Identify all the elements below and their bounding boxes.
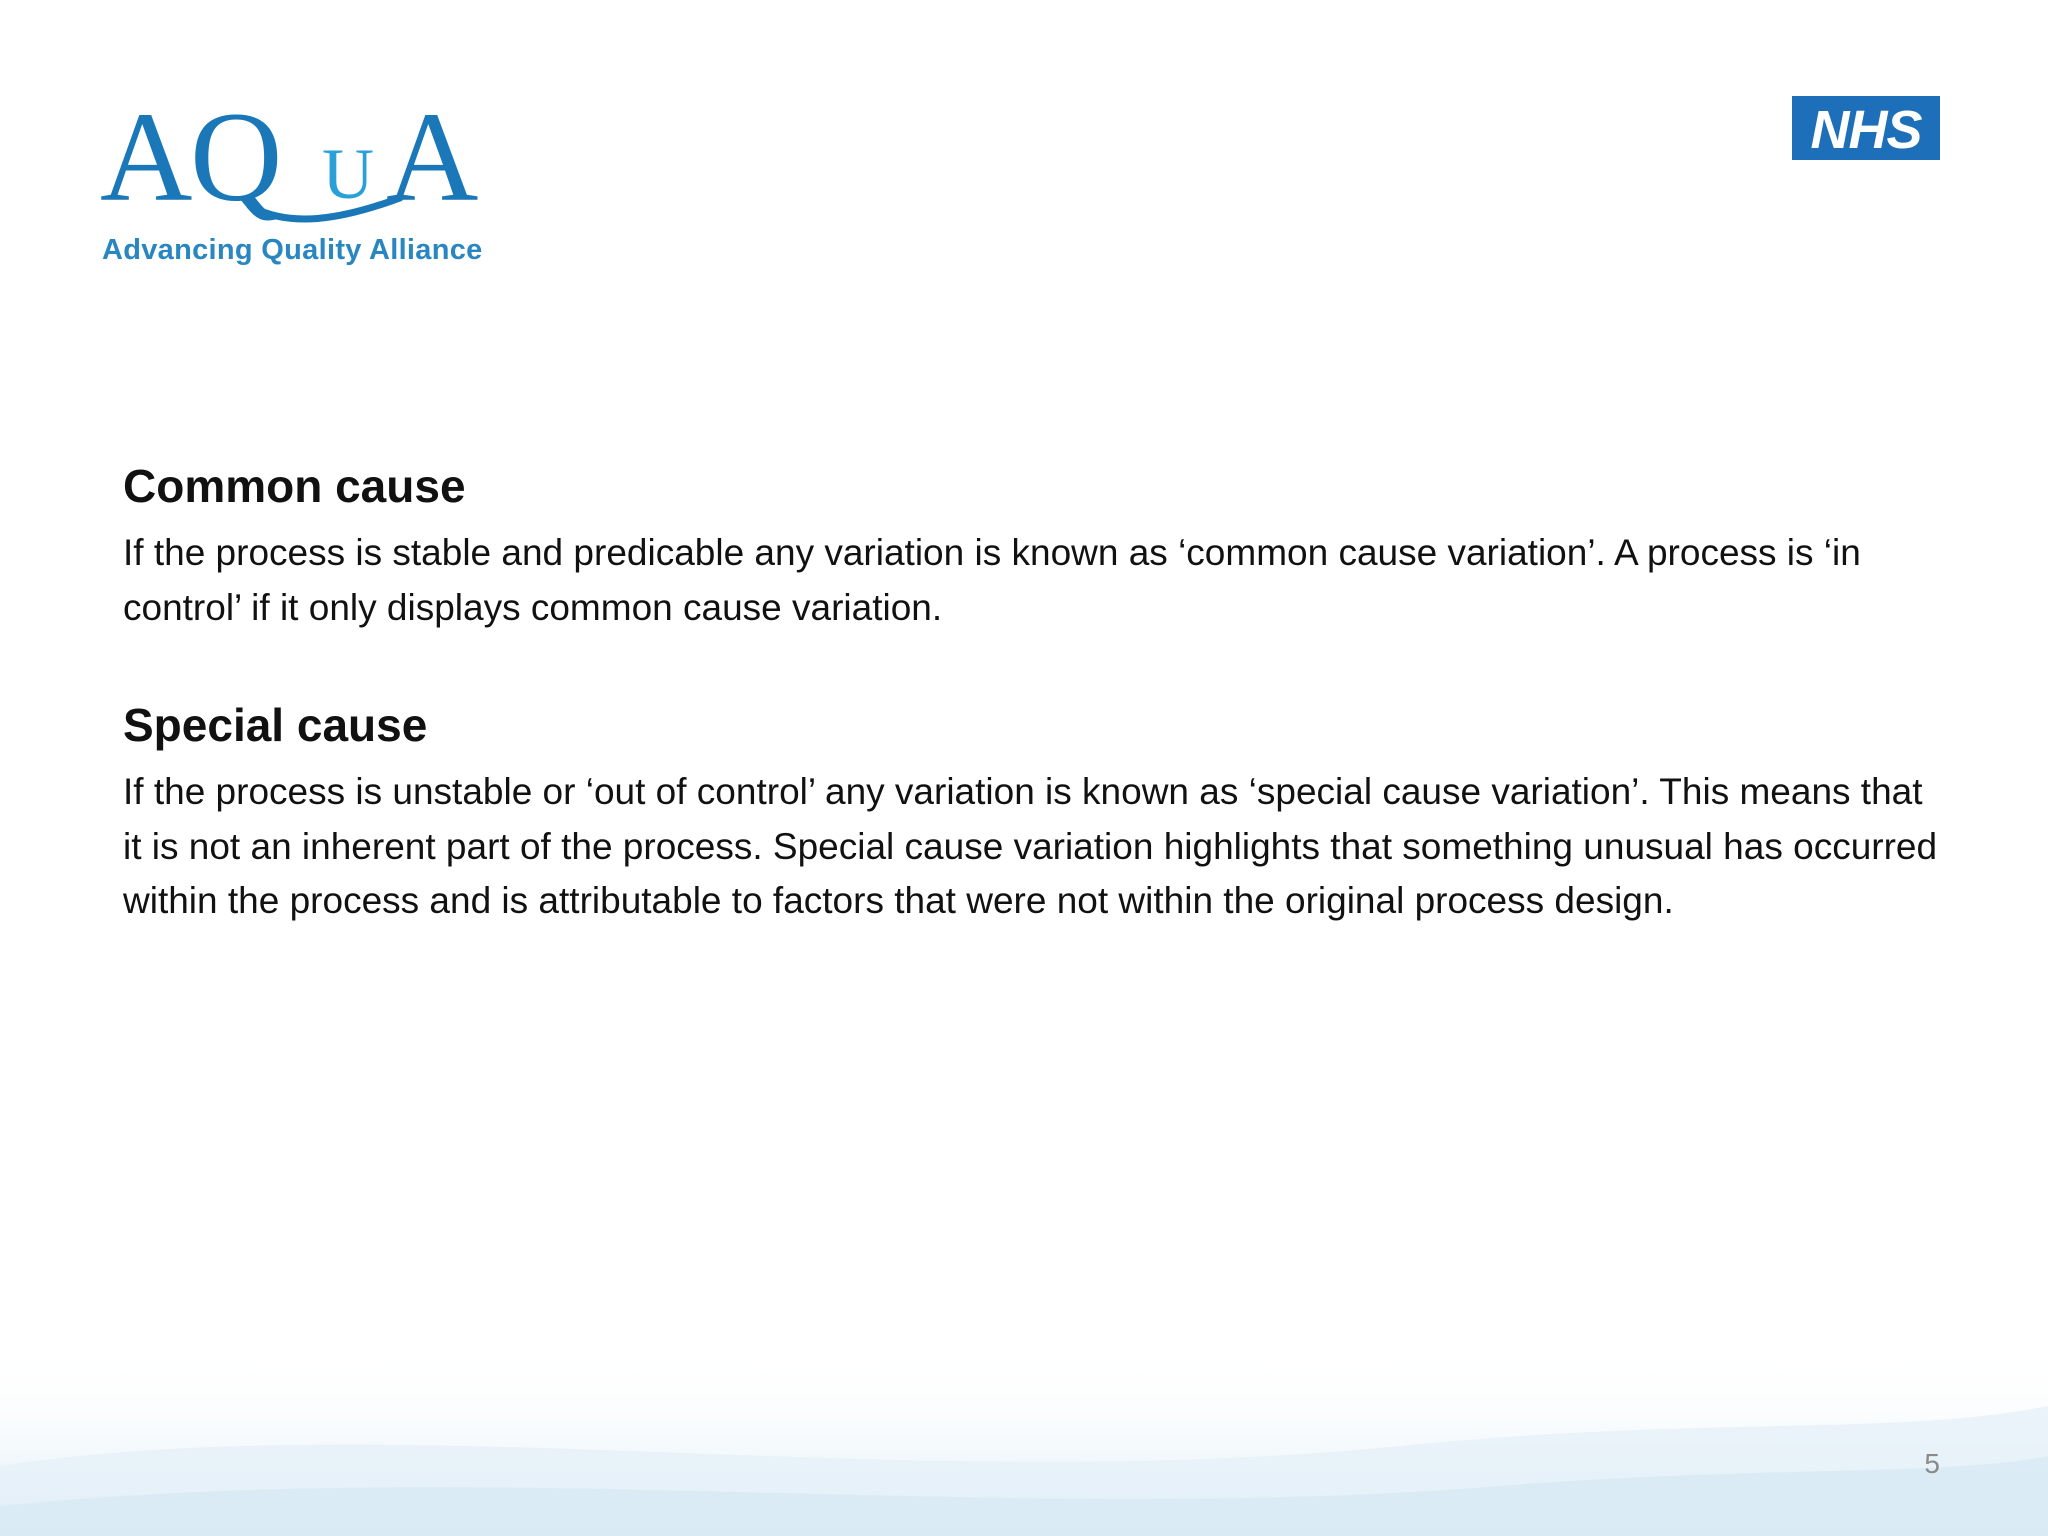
nhs-logo — [1792, 96, 1940, 160]
section-body: If the process is stable and predicable any variation is known as ‘common cause variation’. A process is ‘in control’ if it only displays common cause variation. — [123, 532, 1861, 628]
svg-text:NHS: NHS — [1810, 100, 1922, 160]
page-number: 5 — [1924, 1448, 1940, 1479]
aqua-wordmark — [100, 88, 510, 228]
svg-text:Q: Q — [190, 88, 283, 228]
footer-wave — [0, 1346, 2048, 1536]
aqua-tagline: Advancing Quality Alliance — [102, 234, 483, 266]
slide-content — [123, 456, 1943, 929]
section-body: If the process is unstable or ‘out of control’ any variation is known as ‘special cause variation’. This means that it is not an inherent part of the process. Special cause variation highlights that something unusual has occurred within the process and is attributable to factors that were not within the original process design. — [123, 771, 1938, 921]
section-heading: Common cause — [123, 460, 466, 512]
section-special-cause — [123, 695, 1943, 929]
svg-text:U: U — [322, 134, 374, 214]
svg-text:A: A — [100, 88, 193, 228]
svg-text:A: A — [386, 88, 479, 228]
section-common-cause — [123, 456, 1943, 635]
aqua-logo — [100, 88, 510, 278]
section-heading: Special cause — [123, 699, 428, 751]
